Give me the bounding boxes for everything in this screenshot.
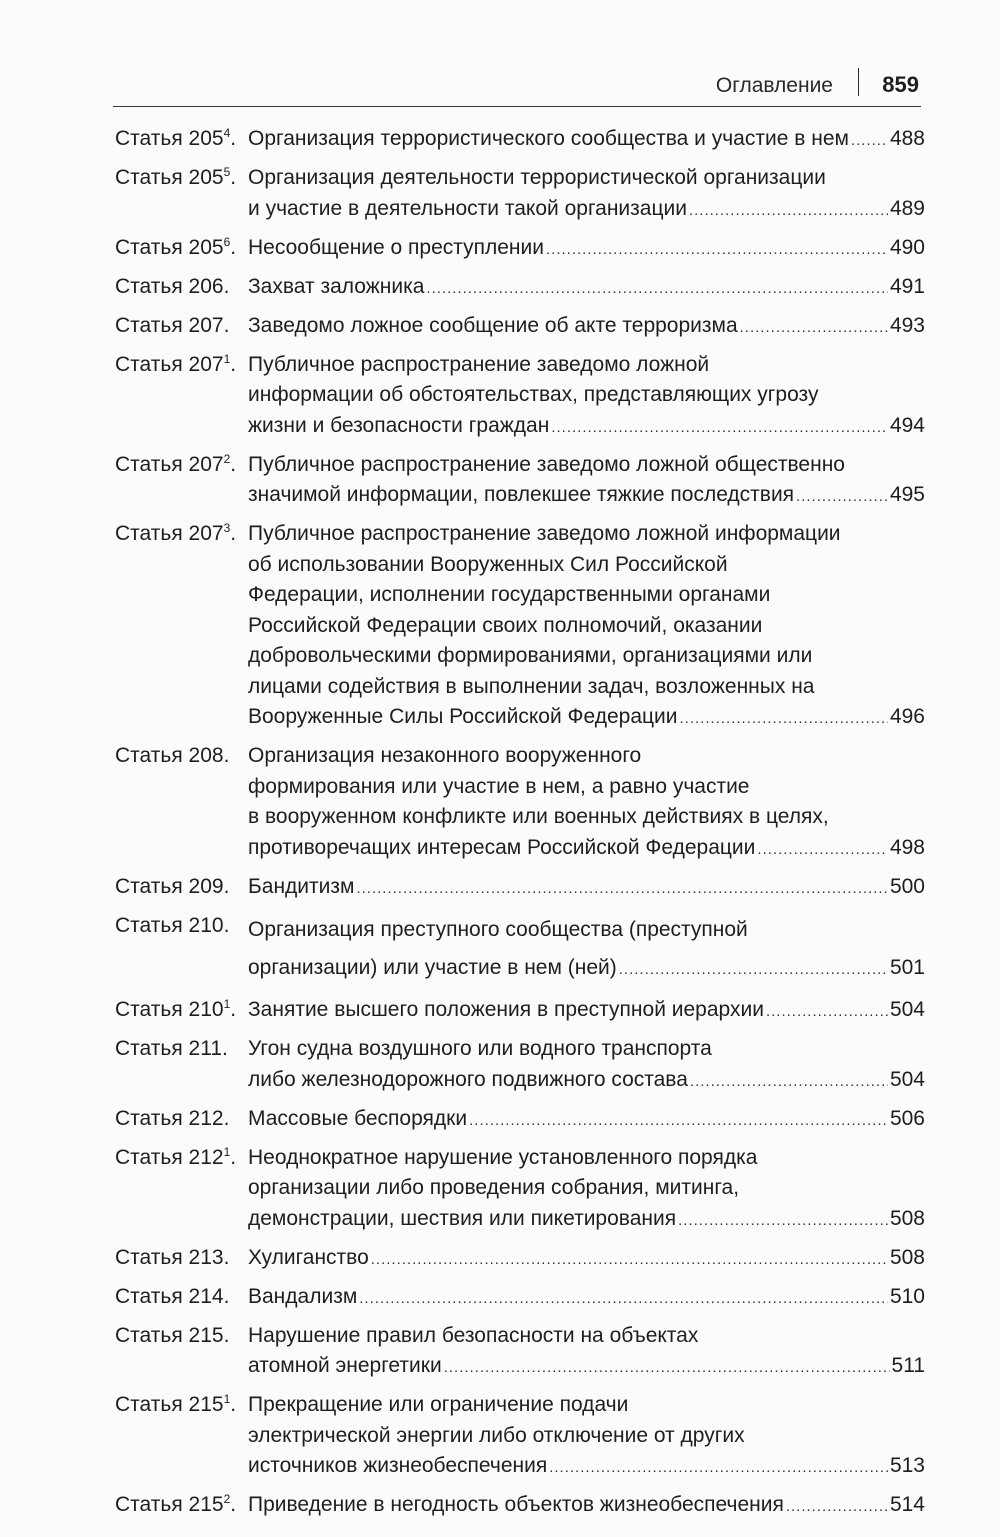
entry-last-line: [248, 702, 925, 735]
toc-entry: [115, 995, 925, 1028]
article-superscript: 4: [223, 126, 231, 140]
entry-page-number: 494: [889, 413, 925, 437]
entry-page-number: 508: [889, 1206, 925, 1230]
entry-title-line: Приведение в негодность объектов жизнеобеспечения: [248, 1493, 784, 1516]
entry-title-line: лицами содействия в выполнении задач, возложенных на: [248, 674, 815, 698]
article-number: Статья 215: [115, 1393, 224, 1416]
article-number: Статья 208.: [115, 744, 230, 767]
entry-title-line: Прекращение или ограничение подачи: [248, 1393, 629, 1416]
article-number: Статья 205: [115, 166, 224, 189]
article-superscript: 3: [223, 521, 231, 535]
article-label: [115, 233, 248, 264]
entry-title-line: Организация террористического сообщества и участие в нем: [248, 127, 849, 150]
entry-title-line: Захват заложника: [248, 274, 425, 298]
article-label: [115, 1143, 248, 1174]
entry-title-line: источников жизнеобеспечения: [248, 1454, 548, 1477]
entry-last-line: [248, 1351, 925, 1384]
dot-leader: [766, 997, 888, 1028]
entry-title: [248, 233, 925, 266]
entry-title: [248, 872, 925, 905]
entry-last-line: [248, 1104, 925, 1137]
entry-last-line: [248, 995, 925, 1028]
article-number: Статья 205: [115, 127, 224, 150]
toc-entry: [115, 450, 925, 513]
entry-title-line: организации) или участие в нем (ней): [248, 955, 617, 979]
entry-title-line: об использовании Вооруженных Сил Российской: [248, 552, 728, 576]
entry-last-line: [248, 1065, 925, 1098]
article-number: Статья 212: [115, 1145, 224, 1169]
label-period: .: [230, 998, 237, 1021]
entry-title-line: электрической энергии либо отключение от других: [248, 1423, 745, 1447]
toc-entry: [115, 1282, 925, 1315]
article-label: [115, 1243, 248, 1274]
article-number: Статья 215.: [115, 1323, 230, 1347]
article-label: [115, 1034, 248, 1065]
entry-page-number: 504: [889, 998, 925, 1021]
running-head: [113, 66, 921, 107]
article-number: Статья 210.: [115, 913, 230, 937]
article-label: [115, 1104, 248, 1135]
article-number: Статья 207.: [115, 313, 230, 337]
entry-title-line: Неоднократное нарушение установленного порядка: [248, 1145, 758, 1169]
entry-title: [248, 1243, 925, 1276]
entry-title: [248, 1034, 925, 1097]
entry-page-number: 508: [889, 1245, 925, 1269]
dot-leader: [851, 126, 888, 157]
entry-last-line: [248, 1490, 925, 1523]
article-number: Статья 206.: [115, 274, 230, 298]
article-number: Статья 209.: [115, 874, 230, 898]
article-label: [115, 311, 248, 342]
entry-title: [248, 995, 925, 1028]
entry-title: [248, 1282, 925, 1315]
entry-title-line: Публичное распространение заведомо ложной: [248, 352, 710, 376]
toc-entry: [115, 1243, 925, 1276]
entry-page-number: 504: [889, 1067, 925, 1091]
entry-title-line: Занятие высшего положения в преступной иерархии: [248, 998, 764, 1021]
article-superscript: 6: [223, 234, 231, 249]
article-superscript: 2: [223, 1492, 231, 1506]
article-label: [115, 450, 248, 481]
entry-title-line: Публичное распространение заведомо ложной общественно: [248, 452, 845, 476]
page-number: 859: [882, 72, 919, 97]
entry-title: [248, 272, 925, 305]
article-number: Статья 213.: [115, 1245, 230, 1269]
article-number: Статья 210: [115, 998, 224, 1021]
entry-title-line: либо железнодорожного подвижного состава: [248, 1067, 688, 1091]
dot-leader: [469, 1106, 888, 1137]
article-number: Статья 207: [115, 452, 224, 476]
entry-title: [248, 1104, 925, 1137]
toc-entry: [115, 1034, 925, 1097]
entry-title: [248, 1321, 925, 1384]
entry-title-line: Несообщение о преступлении: [248, 235, 544, 259]
label-period: .: [230, 1493, 237, 1516]
entry-last-line: [248, 311, 925, 344]
running-head-title: Оглавление: [715, 74, 833, 97]
toc-entry: [115, 519, 925, 735]
entry-last-line: [248, 480, 925, 513]
toc-entry: [115, 872, 925, 905]
entry-title: [248, 1390, 925, 1484]
entry-last-line: [248, 833, 925, 866]
toc-entry: [115, 1143, 925, 1237]
entry-title-line: Организация деятельности террористической организации: [248, 166, 826, 189]
entry-title-line: Массовые беспорядки: [248, 1106, 468, 1130]
label-period: .: [230, 127, 237, 150]
article-label: [115, 995, 248, 1026]
article-label: [115, 163, 248, 194]
dot-leader: [359, 1284, 888, 1315]
entry-title-line: Бандитизм: [248, 874, 355, 898]
entry-page-number: 498: [889, 835, 925, 859]
entry-title-line: организации либо проведения собрания, митинга,: [248, 1176, 740, 1199]
article-label: [115, 1321, 248, 1352]
entry-last-line: [248, 1451, 925, 1484]
toc-entry: [115, 911, 925, 989]
entry-title: [248, 311, 925, 344]
entry-page-number: 500: [889, 874, 925, 898]
entry-last-line: [248, 949, 925, 989]
label-period: .: [230, 352, 237, 376]
entry-page-number: 513: [889, 1454, 925, 1477]
entry-title: [248, 911, 925, 989]
entry-title-line: демонстрации, шествия или пикетирования: [248, 1206, 677, 1230]
article-label: [115, 272, 248, 303]
dot-leader: [426, 274, 888, 305]
entry-title: [248, 741, 925, 865]
dot-leader: [796, 482, 888, 513]
entry-last-line: [248, 1243, 925, 1276]
entry-title-line: Вооруженные Силы Российской Федерации: [248, 705, 678, 728]
entry-title-line: Организация незаконного вооруженного: [248, 744, 642, 767]
table-of-contents: [115, 124, 925, 1529]
article-label: [115, 124, 248, 155]
article-label: [115, 911, 248, 942]
entry-title-line: и участие в деятельности такой организации: [248, 196, 687, 220]
entry-page-number: 495: [889, 483, 925, 506]
article-superscript: 5: [223, 165, 231, 179]
entry-last-line: [248, 872, 925, 905]
dot-leader: [690, 1067, 888, 1098]
article-superscript: 1: [223, 351, 231, 366]
toc-entry: [115, 311, 925, 344]
toc-entry: [115, 272, 925, 305]
entry-title-line: Хулиганство: [248, 1245, 369, 1269]
toc-entry: [115, 1390, 925, 1484]
dot-leader: [546, 235, 888, 266]
entry-title-line: информации об обстоятельствах, представляющих угрозу: [248, 383, 819, 406]
label-period: .: [230, 235, 237, 259]
article-number: Статья 215: [115, 1493, 224, 1516]
entry-page-number: 489: [889, 196, 925, 220]
dot-leader: [757, 835, 888, 866]
dot-leader: [689, 196, 888, 227]
article-label: [115, 1282, 248, 1313]
entry-title-line: Заведомо ложное сообщение об акте терроризма: [248, 313, 738, 337]
label-period: .: [230, 1393, 237, 1416]
entry-title-line: атомной энергетики: [248, 1354, 442, 1377]
entry-title-line: Нарушение правил безопасности на объектах: [248, 1323, 699, 1347]
article-label: [115, 350, 248, 381]
dot-leader: [678, 1206, 888, 1237]
entry-page-number: 510: [889, 1284, 925, 1308]
entry-last-line: [248, 194, 925, 227]
article-label: [115, 1390, 248, 1421]
entry-page-number: 493: [889, 313, 925, 337]
label-period: .: [230, 1145, 237, 1169]
label-period: .: [230, 166, 237, 189]
entry-last-line: [248, 272, 925, 305]
toc-entry: [115, 1321, 925, 1384]
running-head-separator: [858, 68, 860, 96]
entry-title-line: Федерации, исполнении государственными органами: [248, 583, 771, 606]
dot-leader: [619, 951, 888, 989]
entry-title-line: в вооруженном конфликте или военных действиях в целях,: [248, 805, 829, 828]
toc-entry: [115, 163, 925, 226]
entry-page-number: 496: [889, 705, 925, 728]
entry-last-line: [248, 1204, 925, 1237]
entry-title-line: Вандализм: [248, 1284, 358, 1308]
entry-last-line: [248, 124, 925, 157]
entry-page-number: 501: [889, 955, 925, 979]
article-number: Статья 211.: [115, 1037, 228, 1060]
entry-page-number: 506: [889, 1106, 925, 1130]
article-label: [115, 519, 248, 550]
article-superscript: 1: [223, 997, 231, 1011]
article-superscript: 1: [223, 1392, 231, 1406]
entry-title-line: добровольческими формированиями, организациями или: [248, 644, 813, 667]
entry-title: [248, 163, 925, 226]
toc-entry: [115, 350, 925, 444]
dot-leader: [356, 874, 887, 905]
entry-page-number: 488: [889, 127, 925, 150]
toc-entry: [115, 1490, 925, 1523]
article-superscript: 2: [223, 451, 231, 466]
article-label: [115, 741, 248, 772]
entry-title-line: формирования или участие в нем, а равно участие: [248, 774, 750, 798]
entry-page-number: 511: [891, 1354, 925, 1377]
entry-title: [248, 350, 925, 444]
entry-last-line: [248, 411, 925, 444]
article-number: Статья 207: [115, 522, 224, 545]
toc-entry: [115, 741, 925, 865]
entry-page-number: 514: [889, 1493, 925, 1516]
dot-leader: [549, 1453, 888, 1484]
dot-leader: [444, 1353, 890, 1384]
entry-title-line: жизни и безопасности граждан: [248, 413, 550, 437]
entry-page-number: 490: [889, 235, 925, 259]
label-period: .: [230, 522, 237, 545]
entry-title-line: значимой информации, повлекшее тяжкие последствия: [248, 483, 795, 506]
entry-page-number: 491: [889, 274, 925, 298]
entry-title-line: Российской Федерации своих полномочий, оказании: [248, 613, 763, 637]
article-number: Статья 205: [115, 235, 224, 259]
entry-last-line: [248, 1282, 925, 1315]
article-number: Статья 207: [115, 352, 224, 376]
dot-leader: [551, 413, 888, 444]
article-number: Статья 212.: [115, 1106, 230, 1130]
dot-leader: [740, 313, 888, 344]
toc-entry: [115, 233, 925, 266]
entry-title: [248, 1490, 925, 1523]
entry-title: [248, 450, 925, 513]
entry-title: [248, 124, 925, 157]
toc-entry: [115, 124, 925, 157]
article-label: [115, 872, 248, 903]
entry-title-line: Организация преступного сообщества (преступной: [248, 917, 748, 941]
entry-title-line: Публичное распространение заведомо ложной информации: [248, 522, 841, 545]
entry-title: [248, 519, 925, 735]
entry-title-line: Угон судна воздушного или водного транспорта: [248, 1037, 712, 1060]
entry-last-line: [248, 233, 925, 266]
article-superscript: 1: [223, 1144, 231, 1159]
article-number: Статья 214.: [115, 1284, 230, 1308]
toc-entry: [115, 1104, 925, 1137]
label-period: .: [230, 452, 237, 476]
dot-leader: [786, 1492, 888, 1523]
dot-leader: [680, 704, 888, 735]
dot-leader: [371, 1245, 888, 1276]
entry-title-line: противоречащих интересам Российской Федерации: [248, 835, 756, 859]
article-label: [115, 1490, 248, 1521]
entry-title: [248, 1143, 925, 1237]
